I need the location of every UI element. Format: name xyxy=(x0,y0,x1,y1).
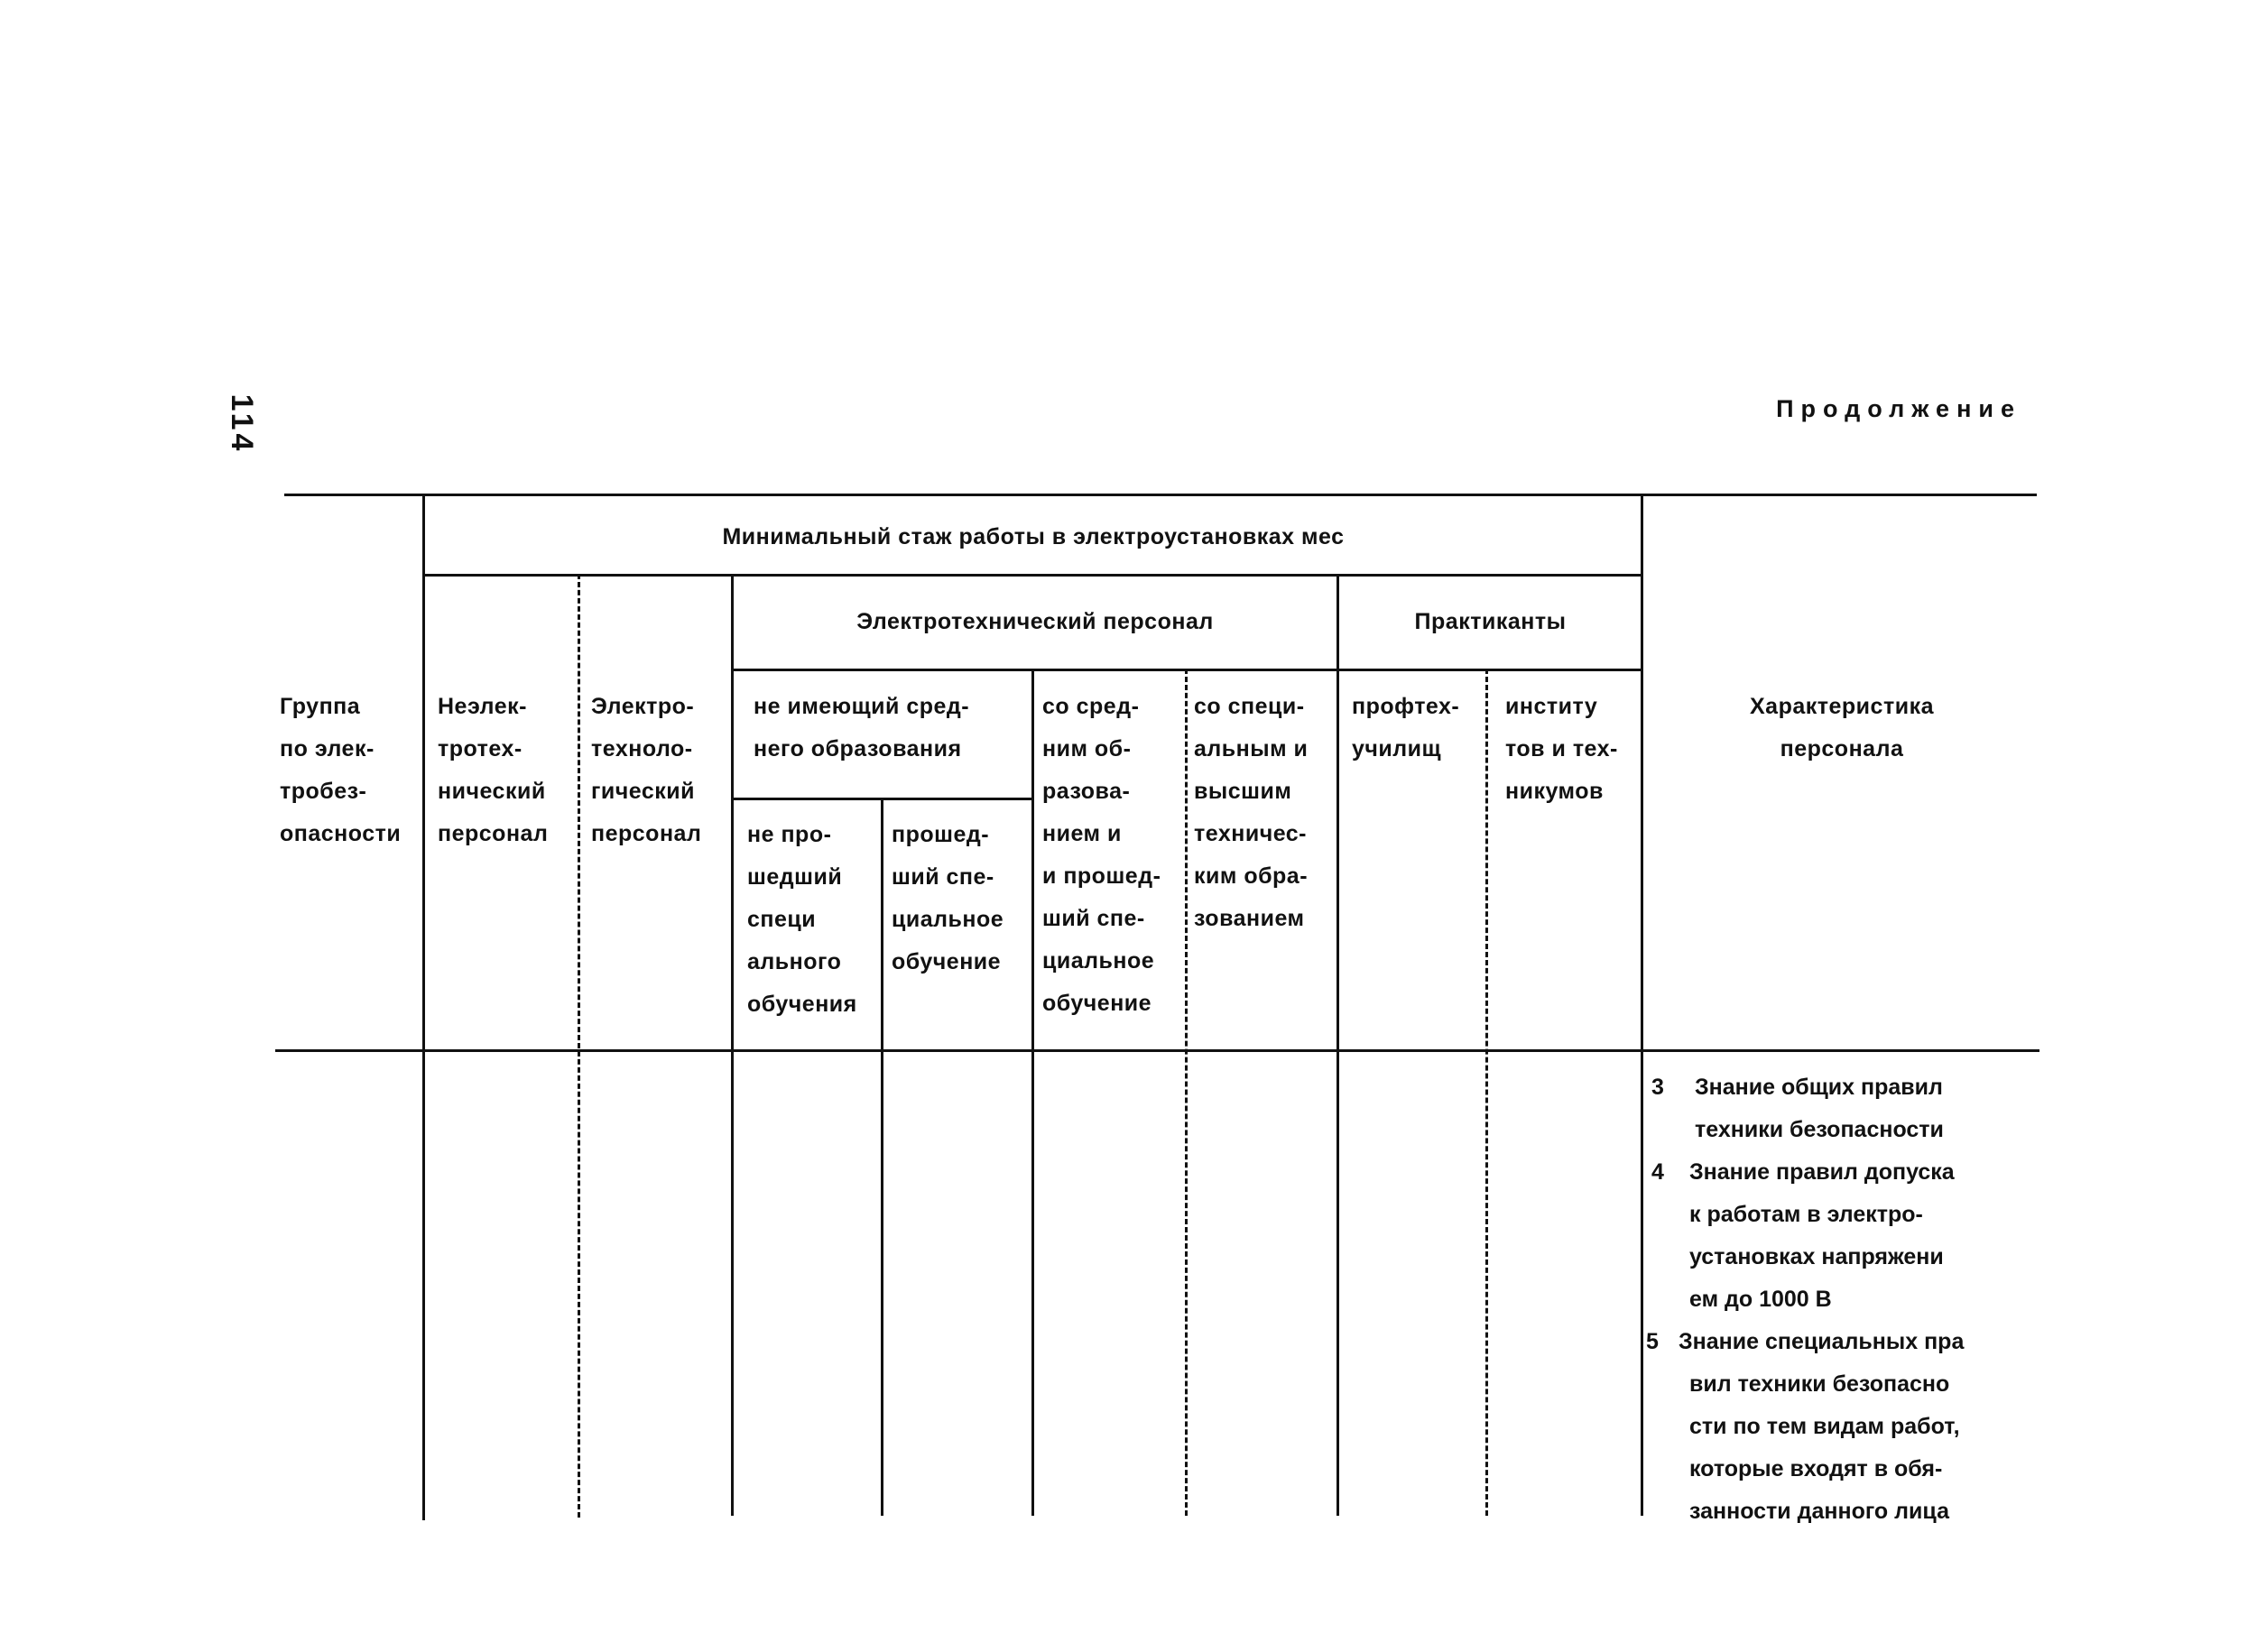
header-row-divider xyxy=(424,574,1642,577)
header-main: Минимальный стаж работы в электроустановках мес xyxy=(722,524,1345,549)
col-line-8 xyxy=(1485,669,1488,1516)
electro-group-divider xyxy=(733,669,1642,671)
characteristic-line: Знание специальных пра xyxy=(1679,1329,1965,1354)
characteristic-line: занности данного лица xyxy=(1689,1499,1949,1524)
header-institutes: институ тов и тех- никумов xyxy=(1505,694,1618,804)
characteristic-line: вил техники безопасно xyxy=(1689,1371,1950,1397)
header-no-special-training: не про- шедший специ ального обучения xyxy=(747,822,857,1017)
header-characteristic: Характеристика персонала xyxy=(1750,694,1934,761)
header-with-special-training: прошед- ший спе- циальное обучение xyxy=(892,822,1004,974)
col-line-9 xyxy=(1641,494,1643,1516)
page-number: 114 xyxy=(225,393,260,455)
characteristic-line: сти по тем видам работ, xyxy=(1689,1414,1960,1439)
characteristic-line: установках напряжени xyxy=(1689,1244,1944,1269)
col-line-5 xyxy=(1031,669,1034,1516)
characteristic-line: техники безопасности xyxy=(1695,1117,1944,1142)
header-nonelectrotechnical: Неэлек- тротех- нический персонал xyxy=(438,694,549,846)
col-line-2 xyxy=(578,574,580,1518)
col-line-1 xyxy=(422,494,425,1520)
header-group: Группа по элек- тробез- опасности xyxy=(280,694,402,846)
header-higher-education: со специ- альным и высшим техничес- ким обра- зованием xyxy=(1194,694,1309,931)
header-vocational-schools: профтех- училищ xyxy=(1352,694,1460,761)
characteristic-line: Знание общих правил xyxy=(1695,1075,1943,1100)
header-electrotechnological: Электро- техноло- гический персонал xyxy=(591,694,702,846)
header-electrotechnical-group: Электротехнический персонал xyxy=(856,609,1214,634)
continuation-label: Продолжение xyxy=(1776,395,2021,422)
header-secondary-education: со сред- ним об- разова- нием и и прошед- ший спе- циальное обучение xyxy=(1042,694,1161,1016)
characteristic-line: к работам в электро- xyxy=(1689,1202,1923,1227)
characteristic-num: 4 xyxy=(1651,1159,1664,1185)
characteristic-num: 5 xyxy=(1646,1329,1659,1354)
characteristic-line: ем до 1000 В xyxy=(1689,1287,1832,1312)
col-line-7 xyxy=(1336,574,1339,1516)
characteristic-line: которые входят в обя- xyxy=(1689,1456,1943,1481)
col-line-3 xyxy=(731,574,734,1516)
header-practice-group: Практиканты xyxy=(1414,609,1567,634)
characteristic-line: Знание правил допуска xyxy=(1689,1159,1955,1185)
characteristic-num: 3 xyxy=(1651,1075,1664,1100)
col-line-6 xyxy=(1185,669,1188,1516)
header-no-secondary-education: не имеющий сред- него образования xyxy=(754,694,970,761)
header-body-divider xyxy=(275,1049,2039,1052)
table-top-border xyxy=(284,494,2037,496)
